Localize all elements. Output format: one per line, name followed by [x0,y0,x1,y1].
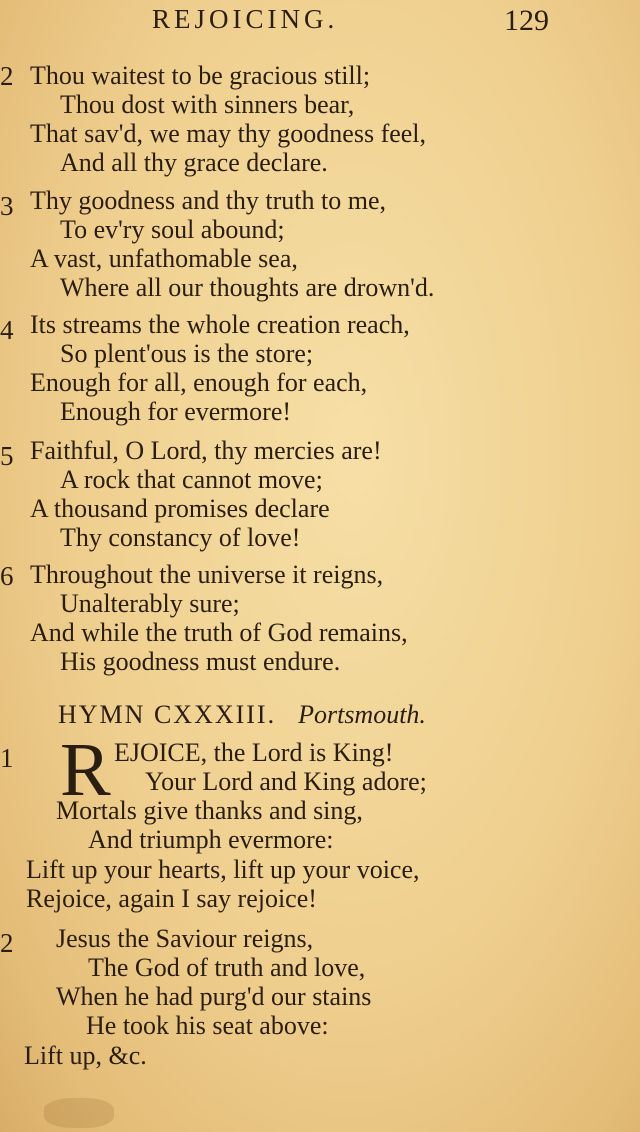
verse-line: Enough for evermore! [60,397,292,426]
verse-line: And while the truth of God remains, [30,618,408,647]
verse-line: That sav'd, we may thy goodness feel, [30,119,427,148]
stanza-number: 5 [0,441,14,471]
running-header: REJOICING. [152,4,339,34]
verse-line: Its streams the whole creation reach, [30,310,410,339]
stanza-number: 1 [0,743,14,773]
verse-line: A vast, unfathomable sea, [30,244,298,273]
stanza-number: 2 [0,61,14,91]
stanza-number: 4 [0,315,14,345]
verse-line: His goodness must endure. [60,647,341,676]
stanza-number: 3 [0,191,14,221]
verse-line: A thousand promises declare [30,494,330,523]
drop-cap: R [60,728,111,812]
verse-line: So plent'ous is the store; [60,339,314,368]
hymn-heading [58,700,426,730]
verse-line: Enough for all, enough for each, [30,368,368,397]
verse-line: Mortals give thanks and sing, [56,796,363,825]
verse-line: Faithful, O Lord, thy mercies are! [30,436,382,465]
verse-line: Lift up your hearts, lift up your voice, [26,855,420,884]
verse-line: The God of truth and love, [88,953,366,982]
verse-line: Where all our thoughts are drown'd. [60,273,435,302]
verse-line: Your Lord and King adore; [145,767,427,796]
verse-line: EJOICE, the Lord is King! [114,738,394,767]
verse-line: And all thy grace declare. [60,148,328,177]
stanza-number: 2 [0,928,14,958]
verse-line: Rejoice, again I say rejoice! [26,884,317,913]
verse-line: When he had purg'd our stains [56,982,372,1011]
verse-line: A rock that cannot move; [60,465,323,494]
verse-line: Throughout the universe it reigns, [30,560,384,589]
tune-name: Portsmouth. [298,700,426,729]
verse-line: He took his seat above: [86,1011,329,1040]
paper-stain [44,1098,114,1128]
verse-line: And triumph evermore: [88,825,334,854]
verse-line: Thy constancy of love! [60,523,301,552]
stanza-number: 6 [0,561,14,591]
verse-line: Unalterably sure; [60,589,240,618]
verse-line: Thy goodness and thy truth to me, [30,186,387,215]
verse-line: Lift up, &c. [24,1041,147,1070]
verse-line: Thou dost with sinners bear, [60,90,355,119]
hymn-number: HYMN CXXXIII. [58,700,277,729]
verse-line: To ev'ry soul abound; [60,215,285,244]
verse-line: Thou waitest to be gracious still; [30,61,371,90]
page-number: 129 [504,4,549,37]
verse-line: Jesus the Saviour reigns, [56,924,314,953]
